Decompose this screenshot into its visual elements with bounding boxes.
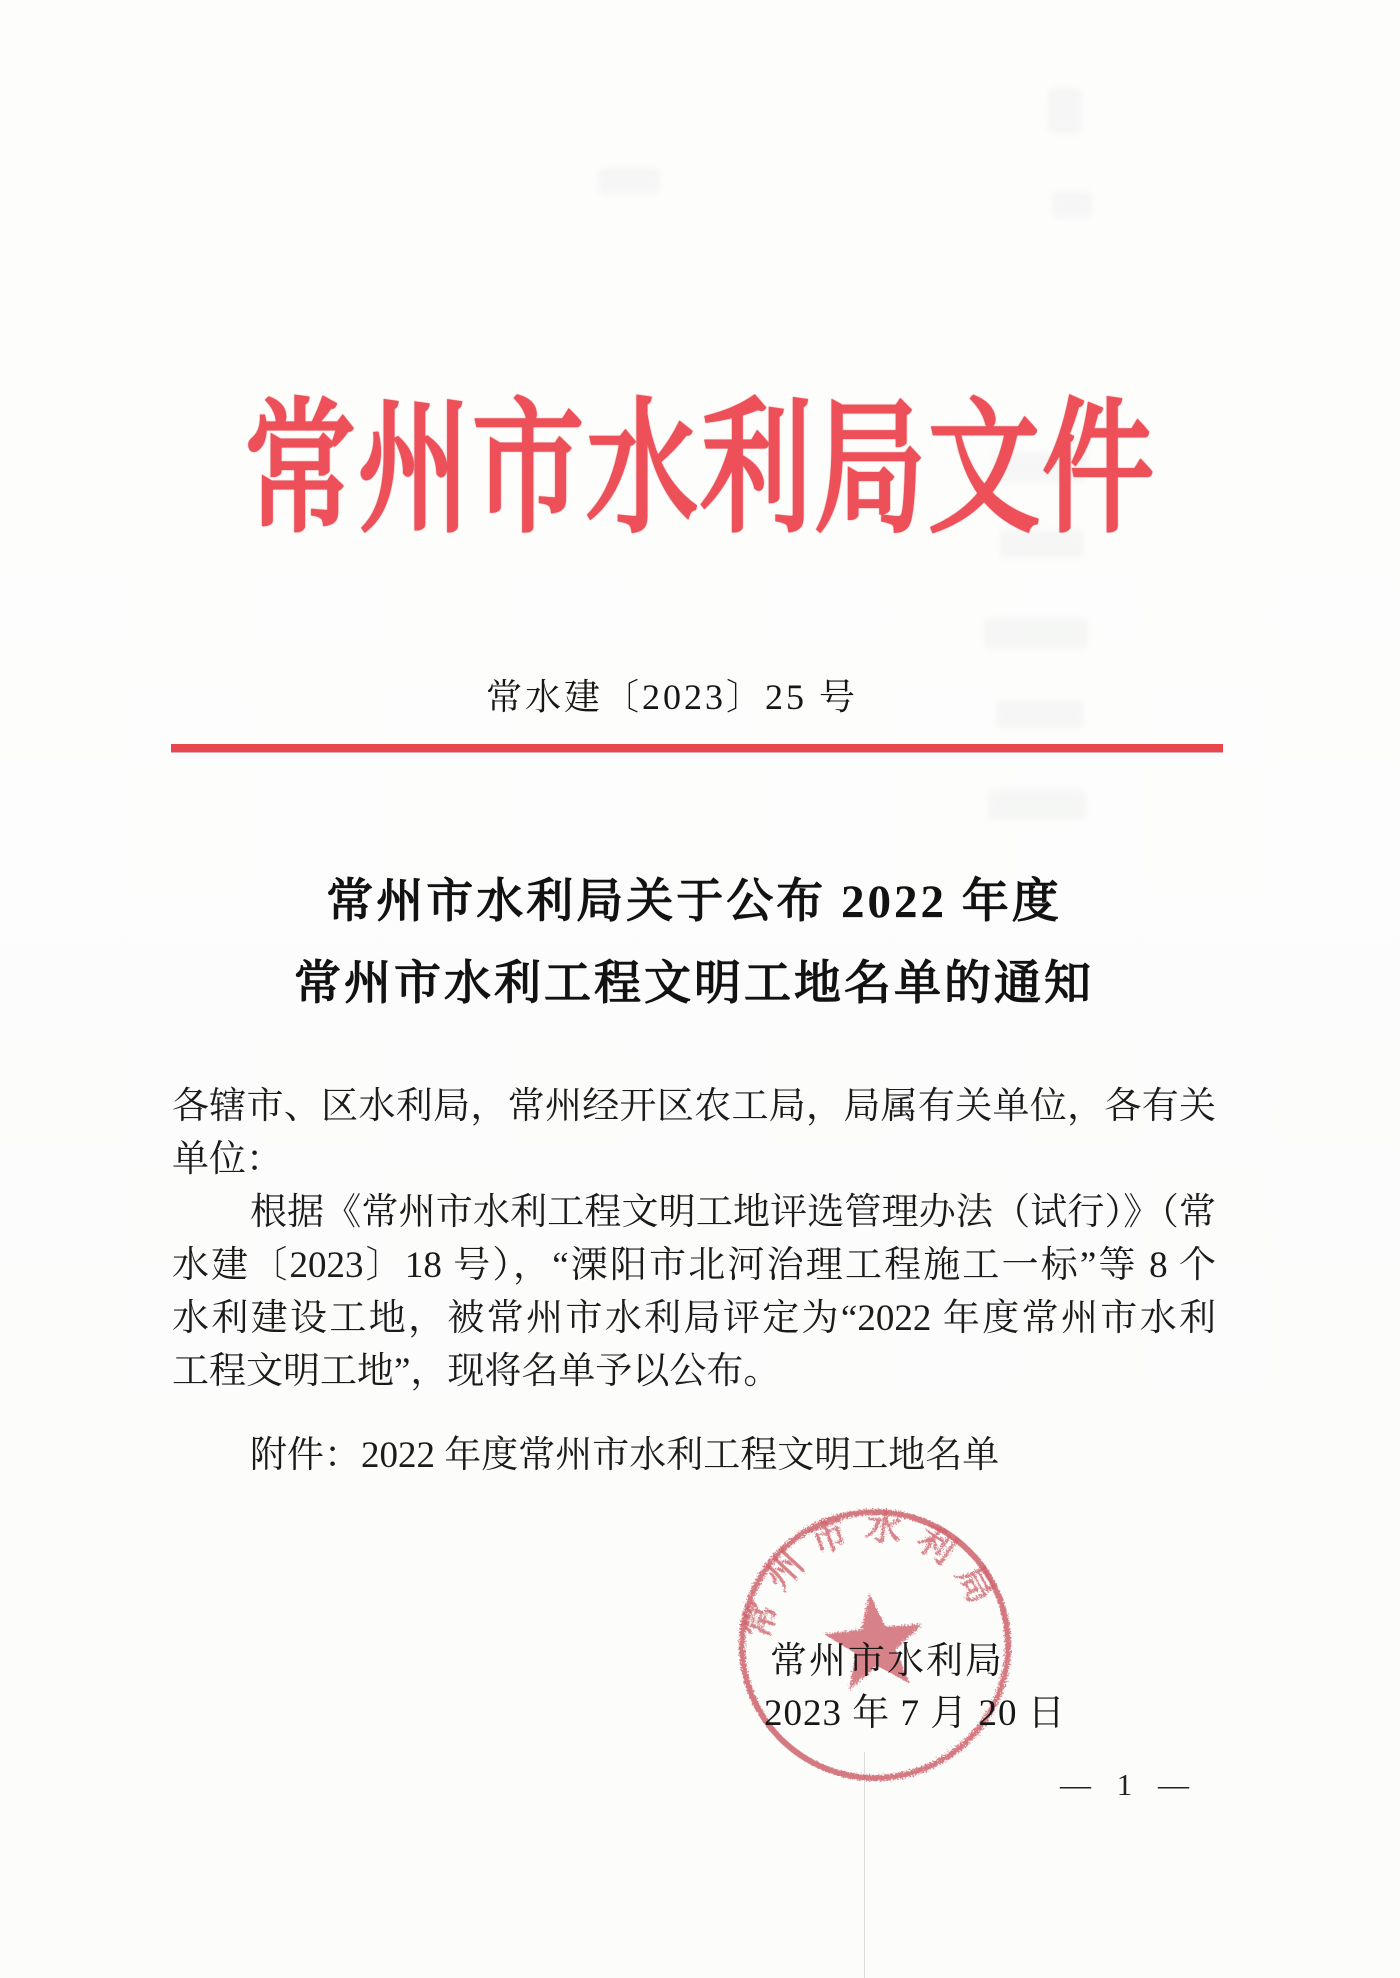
scan-artifact [1048,88,1082,134]
document-body [172,1080,1216,1482]
document-title [172,861,1216,1025]
document-number: 常水建〔2023〕25 号 [485,677,858,717]
seal-arc-text: 常州市水利局 [736,1505,1008,1643]
scan-artifact [1052,192,1092,218]
red-divider-rule [171,744,1223,752]
scan-artifact [984,618,1088,648]
signature-date: 2023 年 7 月 20 日 [764,1693,1066,1734]
paragraph-line: 工程文明工地”，现将名单予以公布。 [172,1351,781,1392]
paragraph-line: 水利建设工地，被常州市水利局评定为“2022 年度常州市水利 [172,1298,1216,1339]
paragraph-line: 根据《常州市水利工程文明工地评选管理办法（试行）》（常 [250,1192,1216,1233]
page-number: — 1 — [1060,1767,1198,1802]
attachment-line: 附件：2022 年度常州市水利工程文明工地名单 [250,1435,1000,1476]
signature-issuer: 常州市水利局 [770,1641,1004,1682]
salutation-line: 单位： [172,1139,283,1180]
scan-artifact [988,790,1086,820]
scan-artifact [598,168,660,194]
salutation-line: 各辖市、区水利局，常州经开区农工局，局属有关单位，各有关 [172,1086,1216,1127]
document-title-line1: 常州市水利局关于公布 2022 年度 [326,876,1062,928]
paragraph-line: 水建〔2023〕18 号），“溧阳市北河治理工程施工一标”等 8 个 [172,1245,1216,1286]
masthead-title: 常州市水利局文件 [244,390,1156,552]
document-title-line2: 常州市水利工程文明工地名单的通知 [294,958,1094,1010]
